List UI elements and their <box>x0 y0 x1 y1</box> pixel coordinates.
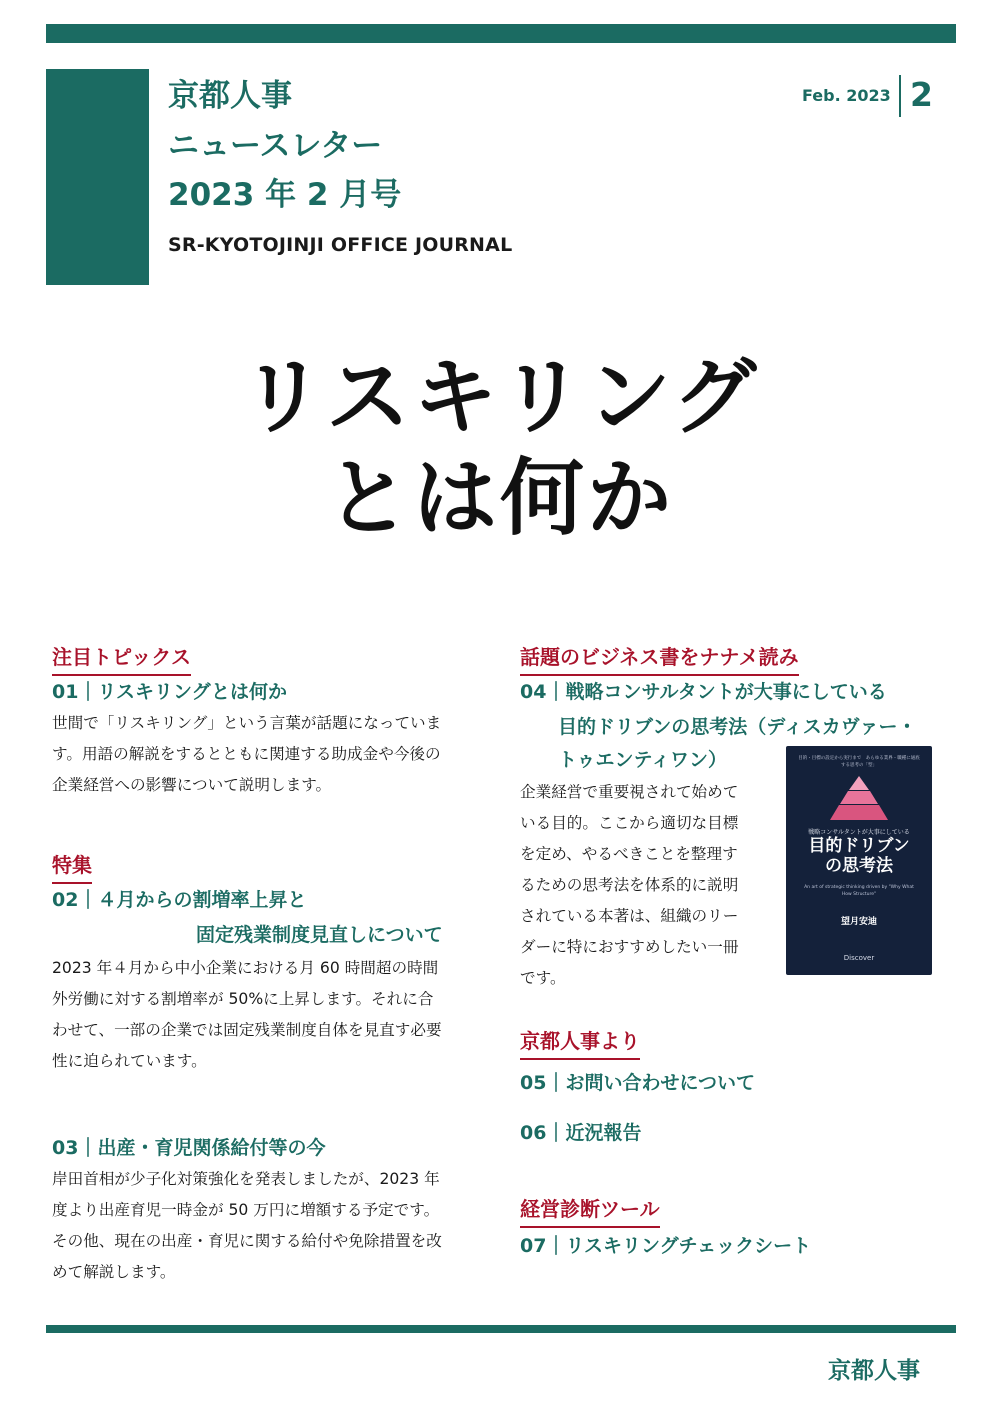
text-line: めて解説します。 <box>52 1263 176 1281</box>
newsletter-title-line2: ニュースレター <box>168 128 383 164</box>
article-title-05[interactable]: 05｜お問い合わせについて <box>520 1072 756 1094</box>
section-title-tool: 経営診断ツール <box>520 1199 660 1228</box>
text-line: るための思考法を体系的に説明 <box>520 876 739 894</box>
book-cover-image <box>786 746 932 975</box>
article-title-02-line2[interactable]: 固定残業制度見直しについて <box>196 924 443 946</box>
section-title-books: 話題のビジネス書をナナメ読み <box>520 647 799 676</box>
newsletter-title-line1: 京都人事 <box>168 78 292 114</box>
text-line: 外労働に対する割増率が 50%に上昇します。それに合 <box>52 990 434 1008</box>
pyramid-middle <box>840 791 878 804</box>
cover-title-line2: の思考法 <box>825 856 893 876</box>
text-line: を定め、やるべきことを整理す <box>520 845 738 863</box>
article-summary-04 <box>520 777 775 994</box>
issue-divider <box>899 75 901 117</box>
article-title-04[interactable]: 04｜戦略コンサルタントが大事にしている <box>520 681 887 703</box>
text-line: ダーに特におすすめしたい一冊 <box>520 938 739 956</box>
footer-brand: 京都人事 <box>828 1358 920 1384</box>
article-title-06[interactable]: 06｜近況報告 <box>520 1122 642 1144</box>
article-summary-03 <box>52 1164 492 1288</box>
pyramid-top <box>849 776 869 790</box>
top-bar <box>46 24 956 43</box>
cover-english-text: An art of strategic thinking driven by "Why What How Structure" <box>804 885 914 897</box>
text-line: 企業経営で重要視されて始めて <box>520 783 739 801</box>
text-line: す。用語の解説をするとともに関連する助成金や今後の <box>52 745 441 763</box>
pyramid-base <box>830 805 888 820</box>
issue-date: Feb. 2023 <box>802 86 891 105</box>
article-title-04-line2[interactable]: 目的ドリブンの思考法（ディスカヴァー・ <box>558 716 917 738</box>
journal-name: SR-KYOTOJINJI OFFICE JOURNAL <box>168 234 513 256</box>
section-title-feature: 特集 <box>52 855 92 884</box>
section-title-topics: 注目トピックス <box>52 647 191 676</box>
cover-sub-text: 戦略コンサルタントが大事にしている <box>808 829 910 836</box>
article-title-02[interactable]: 02｜４月からの割増率上昇と <box>52 889 307 911</box>
text-line: わせて、一部の企業では固定残業制度自体を見直す必要 <box>52 1021 442 1039</box>
text-line: 世間で「リスキリング」という言葉が話題になっていま <box>52 714 442 732</box>
text-line: 性に迫られています。 <box>52 1052 207 1070</box>
text-line: 2023 年４月から中小企業における月 60 時間超の時間 <box>52 959 439 977</box>
text-line: です。 <box>520 969 566 987</box>
pyramid-icon <box>830 776 888 822</box>
bottom-bar <box>46 1325 956 1333</box>
text-line: されている本著は、組織のリー <box>520 907 739 925</box>
text-line: 岸田首相が少子化対策強化を発表しましたが、2023 年 <box>52 1170 440 1188</box>
issue-number: 2 <box>910 75 933 114</box>
article-title-03[interactable]: 03｜出産・育児関係給付等の今 <box>52 1137 326 1159</box>
article-summary-01 <box>52 708 492 801</box>
masthead-block <box>46 69 149 285</box>
article-title-07[interactable]: 07｜リスキリングチェックシート <box>520 1235 812 1257</box>
headline-line2: とは何か <box>325 449 674 547</box>
text-line: 度より出産育児一時金が 50 万円に増額する予定です。 <box>52 1201 440 1219</box>
article-summary-02 <box>52 953 492 1077</box>
text-line: 企業経営への影響について説明します。 <box>52 776 332 794</box>
cover-top-text: 目的・目標の設定から実行まで あらゆる業界・職種に通底する思考の「型」 <box>798 756 920 768</box>
text-line: いる目的。ここから適切な目標 <box>520 814 739 832</box>
article-title-01[interactable]: 01｜リスキリングとは何か <box>52 681 288 703</box>
cover-publisher: Discover <box>843 954 875 962</box>
cover-title-line1: 目的ドリブン <box>808 836 910 856</box>
cover-author: 望月安迪 <box>840 917 877 927</box>
article-title-04-line3[interactable]: トゥエンティワン） <box>558 749 728 771</box>
newsletter-title-line3: 2023 年 2 月号 <box>168 177 402 213</box>
headline-line1: リスキリング <box>240 348 760 446</box>
section-title-from-kyoto: 京都人事より <box>520 1031 640 1060</box>
text-line: その他、現在の出産・育児に関する給付や免除措置を改 <box>52 1232 442 1250</box>
